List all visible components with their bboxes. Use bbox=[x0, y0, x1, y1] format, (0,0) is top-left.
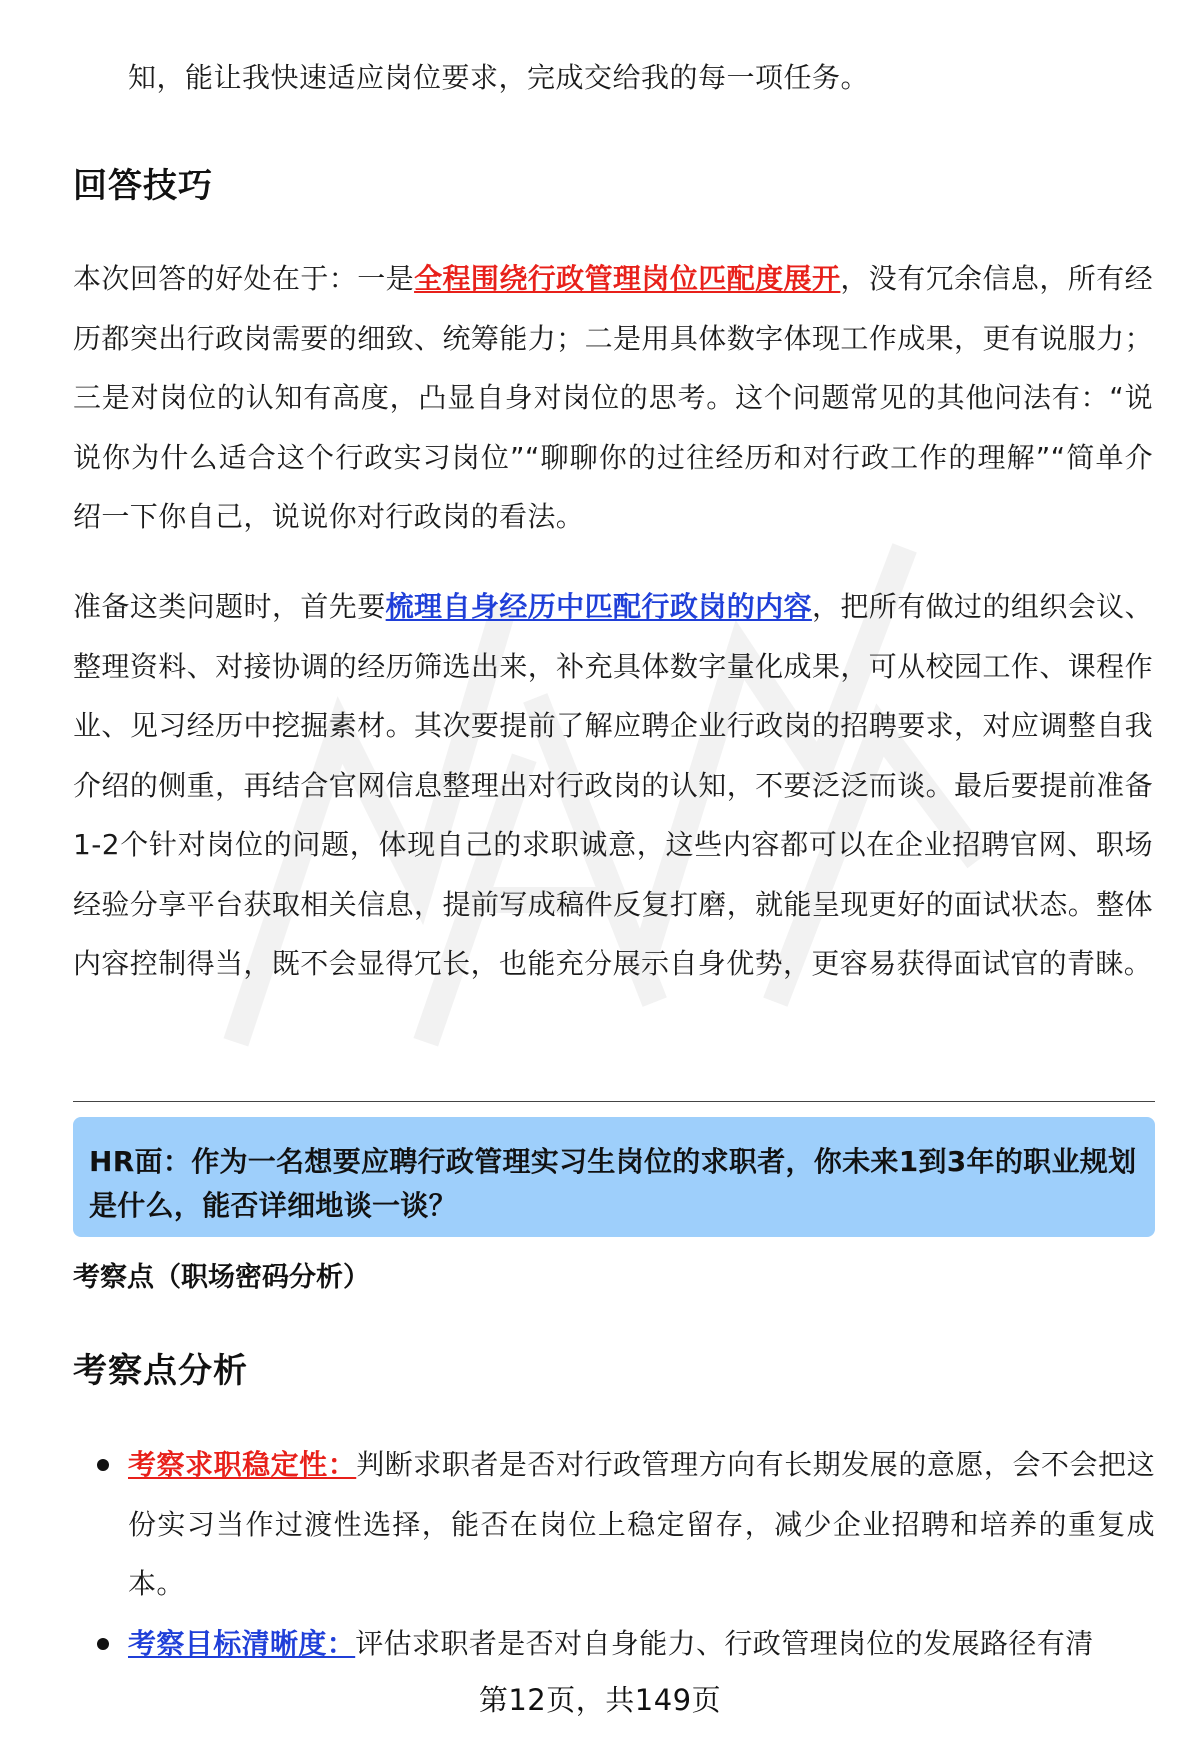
tips-p1-text-after: ，没有冗余信息，所有经历都突出行政岗需要的细致、统筹能力；二是用具体数字体现工作成果，更有说服力；三是对岗位的认知有高度，凸显自身对岗位的思考。这个问题常见的其他问法有：“说说你为什么适合这个行政实习岗位”“聊聊你的过往经历和对行政工作的理解”“简单介绍一下你自己，说说你对行政岗的看法。 bbox=[73, 262, 1153, 533]
question-text: HR面：作为一名想要应聘行政管理实习生岗位的求职者，你未来1到3年的职业规划是什么，能否详细地谈一谈？ bbox=[89, 1145, 1137, 1222]
bullet-dot bbox=[97, 1638, 109, 1650]
bullet-label: 考察目标清晰度： bbox=[128, 1626, 356, 1660]
question-box bbox=[73, 1117, 1155, 1237]
assessment-label: 考察点（职场密码分析） bbox=[73, 1262, 370, 1293]
tips-p2-text-after: ，把所有做过的组织会议、整理资料、对接协调的经历筛选出来，补充具体数字量化成果，可从校园工作、课程作业、见习经历中挖掘素材。其次要提前了解应聘企业行政岗的招聘要求，对应调整自我介绍的侧重，再结合官网信息整理出对行政岗的认知，不要泛泛而谈。最后要提前准备1-2个针对岗位的问题，体现自己的求职诚意，这些内容都可以在企业招聘官网、职场经验分享平台获取相关信息，提前写成稿件反复打磨，就能呈现更好的面试状态。整体内容控制得当，既不会显得冗长，也能充分展示自身优势，更容易获得面试官的青睐。 bbox=[73, 590, 1153, 980]
bullet-text: 评估求职者是否对自身能力、行政管理岗位的发展路径有清 bbox=[355, 1626, 1094, 1660]
bullet-label: 考察求职稳定性： bbox=[128, 1448, 357, 1481]
tips-p1-highlight: 全程围绕行政管理岗位匹配度展开 bbox=[414, 262, 841, 295]
tips-paragraph-1 bbox=[73, 249, 1153, 547]
section-divider bbox=[73, 1101, 1155, 1102]
page-footer: 第12页，共149页 bbox=[478, 1683, 722, 1717]
heading-assessment-analysis: 考察点分析 bbox=[73, 1351, 248, 1391]
analysis-bullet-list bbox=[73, 1435, 1155, 1673]
continuation-line: 知，能让我快速适应岗位要求，完成交给我的每一项任务。 bbox=[128, 61, 870, 94]
tips-p1-text-before: 本次回答的好处在于：一是 bbox=[73, 262, 415, 295]
tips-paragraph-2 bbox=[73, 577, 1153, 994]
bullet-item bbox=[73, 1435, 1155, 1614]
bullet-dot bbox=[97, 1459, 109, 1471]
heading-answer-tips: 回答技巧 bbox=[73, 166, 213, 206]
bullet-item bbox=[73, 1614, 1155, 1674]
bullet-text: 判断求职者是否对行政管理方向有长期发展的意愿，会不会把这份实习当作过渡性选择，能否在岗位上稳定留存，减少企业招聘和培养的重复成本。 bbox=[128, 1448, 1155, 1600]
tips-p2-text-before: 准备这类问题时，首先要 bbox=[73, 590, 386, 623]
tips-p2-highlight: 梳理自身经历中匹配行政岗的内容 bbox=[385, 590, 812, 623]
